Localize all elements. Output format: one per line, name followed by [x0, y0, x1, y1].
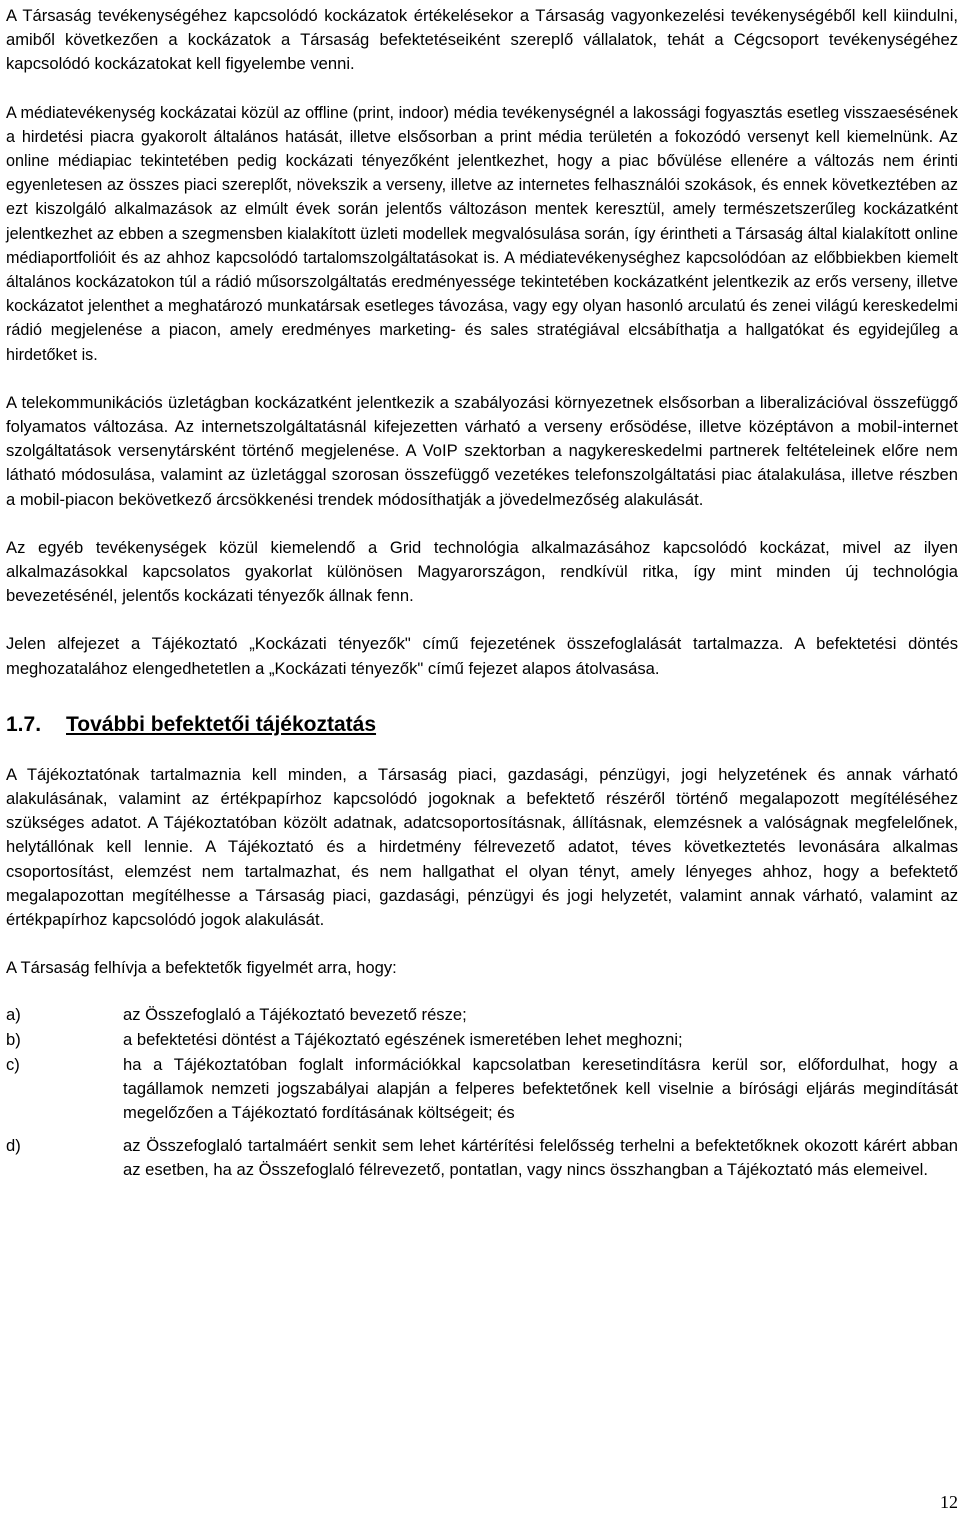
list-item: [6, 1003, 958, 1027]
list-marker: a): [6, 1004, 21, 1024]
list-marker: d): [6, 1135, 21, 1155]
list-item: [6, 1053, 958, 1126]
section-title: További befektetői tájékoztatás: [66, 712, 377, 736]
list-item-text: az Összefoglaló a Tájékoztató bevezető része;: [123, 1004, 467, 1024]
paragraph-grid-risks: Az egyéb tevékenységek közül kiemelendő a Grid technológia alkalmazásához kapcsolódó kockázat, mivel az ilyen alkalmazásokkal kapcsolatos gyakorlat különösen Magyarországon, rendkívül ritka, így mint minden új technológia bevezetésénél, jelentős kockázati tényezők állnak fenn.: [6, 537, 958, 606]
section-number: 1.7.: [6, 712, 42, 736]
list-item: [6, 1134, 958, 1182]
paragraph-intro: A Társaság tevékenységéhez kapcsolódó kockázatok értékelésekor a Társaság vagyonkezelési tevékenységéből kell kiindulni, amiből következően a kockázatok a Társaság befektetéseiként szereplő vállalatok, tehát a Cégcsoport tevékenységéhez kapcsolódó kockázatokat kell figyelembe venni.: [6, 6, 958, 74]
paragraph-prospectus-content: A Tájékoztatónak tartalmaznia kell minden, a Társaság piaci, gazdasági, pénzügyi, jogi helyzetének és annak várható alakulásának, valamint az értékpapírhoz kapcsolódó jogoknak a befektető részéről történő megalapozott megítéléséhez szükséges adatot. A Tájékoztatóban közölt adatnak, adatcsoportosításnak, állításnak, elemzésnek a valóságnak megfelelőnek, helytállónak kell lennie. A Tájékoztató és a hirdetmény félrevezető adatot, téves következtetés levonására alkalmas csoportosítást, elemzést nem tartalmazhat, és nem hallgathat el olyan tényt, amely lényeges ahhoz, hogy a befektető megalapozottan megítélhesse a Társaság piaci, gazdasági, pénzügyi és jogi helyzetét, valamint annak várható, valamint az értékpapírhoz kapcsolódó jogok alakulását.: [6, 764, 958, 930]
paragraph-media-risks: A médiatevékenység kockázatai közül az offline (print, indoor) média tevékenységnél a lakossági fogyasztás esetleg visszaesésének a hirdetési piacra gyakorolt általános hatását, illetve elsősorban a print média területén a fokozódó versenyt kell kiemelnünk. Az online médiapiac tekintetében pedig kockázati tényezőként jelentkezhet, hogy a piac bővülése ellenére a változás nem érinti egyenletesen az összes piaci szereplőt, növekszik a verseny, illetve az internetes felhasználói szokások, és ennek következtében az ezt kiszolgáló alkalmazások az elmúlt évek során jelentős változáson mentek keresztül, amely természetszerűleg kockázatként jelentkezhet az ebben a szegmensben kialakított üzleti modellek megvalósulása során, így érintheti a Társaság által kialakított online médiaportfolióit és az ahhoz kapcsolódó tartalomszolgáltatásokat is. A médiatevékenységhez kapcsolódóan az előbbiekben kiemelt általános kockázatokon túl a rádió műsorszolgáltatás eredményessége tekintetében kockázatként jelentkezik az erős verseny, illetve kockázatot jelenthet a meghatározó munkatársak esetleges távozása, vagy egy olyan hasonló arculatú és zenei világú kereskedelmi rádió megjelenése a piacon, amely eredményes marketing- és sales stratégiával elcsábíthatja a hallgatókat és egyidejűleg a hirdetőket is.: [6, 103, 958, 364]
page-number: 12: [940, 1492, 958, 1512]
list-item-text: az Összefoglaló tartalmáért senkit sem lehet kártérítési felelősség terhelni a befektetőknek okozott kárért abban az esetben, ha az Összefoglaló félrevezető, pontatlan, vagy nincs összhangban a Tájékoztató más elemeivel.: [123, 1135, 958, 1179]
paragraph-summary-note: Jelen alfejezet a Tájékoztató „Kockázati tényezők" című fejezetének összefoglalását tartalmazza. A befektetési döntés meghozatalához elengedhetetlen a „Kockázati tényezők" című fejezet alapos átolvasása.: [6, 634, 958, 678]
list-marker: b): [6, 1029, 21, 1049]
document-page: [6, 0, 958, 1183]
paragraph-attention: A Társaság felhívja a befektetők figyelmét arra, hogy:: [6, 958, 397, 978]
list-item-text: a befektetési döntést a Tájékoztató egészének ismeretében lehet meghozni;: [123, 1029, 683, 1049]
list-item-text: ha a Tájékoztatóban foglalt információkkal kapcsolatban keresetindításra kerül sor, előfordulhat, hogy a tagállamok nemzeti jogszabályai alapján a felperes befektetőnek kell viselnie a bírósági eljárás megindítását megelőzően a Tájékoztató fordításának költségeit; és: [123, 1054, 958, 1123]
list-marker: c): [6, 1054, 20, 1074]
section-heading: [6, 711, 958, 739]
list-item: [6, 1028, 958, 1052]
paragraph-telecom-risks: A telekommunikációs üzletágban kockázatként jelentkezik a szabályozási környezetnek elsősorban a liberalizációval összefüggő folyamatos változása. Az internetszolgáltatásnál kifejezetten várható a verseny erősödése, illetve középtávon a mobil-internet szolgáltatások versenytársként történő megjelenése. A VoIP szektorban a nagykereskedelmi partnerek feltételeinek előre nem látható módosulása, valamint az üzletággal szorosan összefüggő vezetékes telefonszolgáltatási piac átalakulása, illetve részben a mobil-piacon bekövetkező árcsökkenési trendek módosíthatják a jövedelmezőség alakulását.: [6, 392, 958, 509]
notice-list: [6, 1003, 958, 1182]
